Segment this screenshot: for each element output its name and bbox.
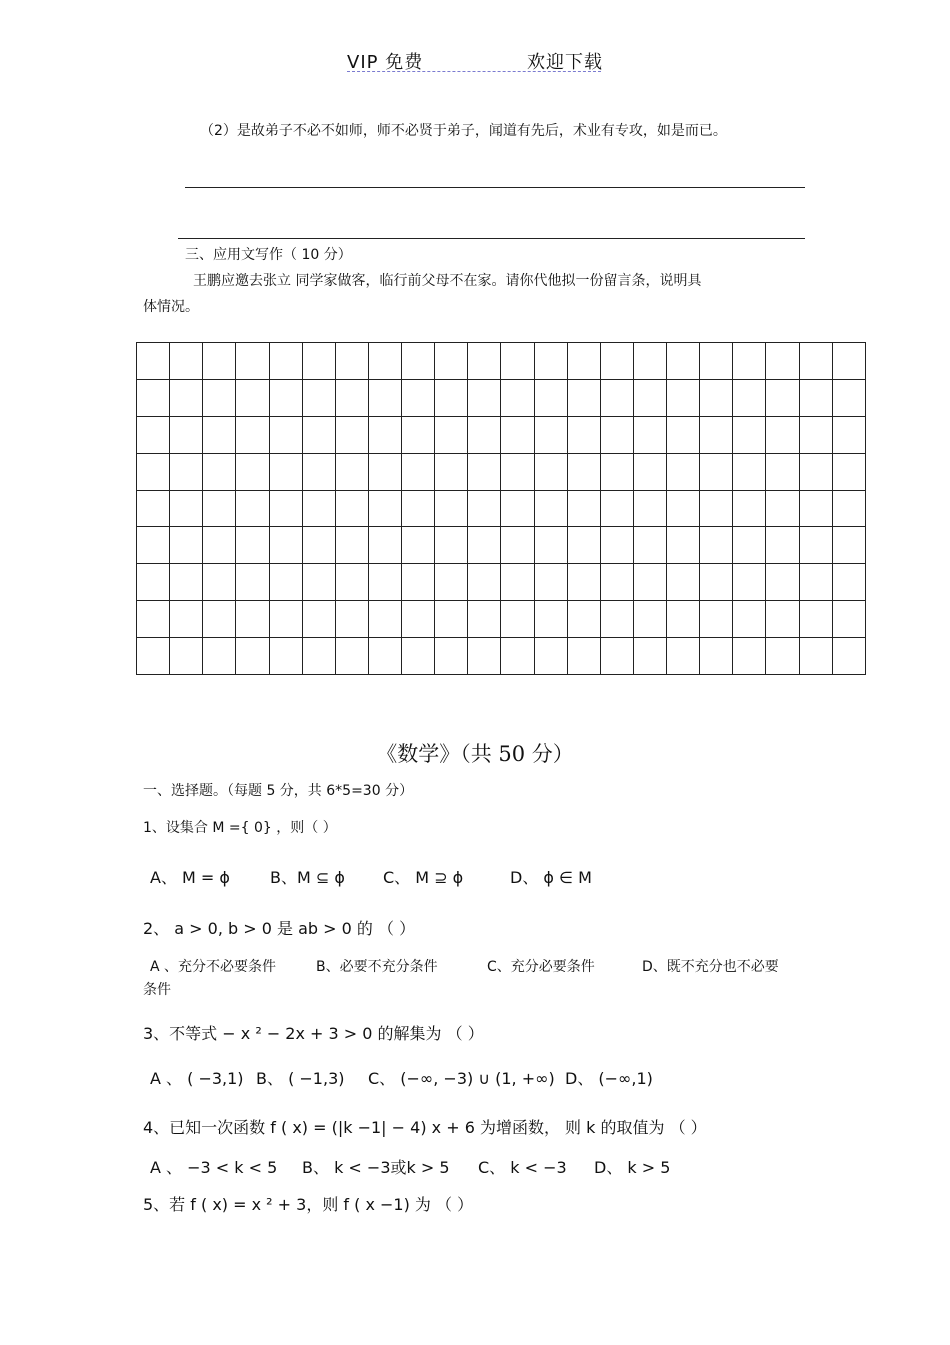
grid-row: [137, 638, 866, 675]
grid-cell[interactable]: [600, 564, 633, 601]
grid-cell[interactable]: [766, 379, 799, 416]
grid-cell[interactable]: [534, 564, 567, 601]
question-2-stem: 2、 a > 0, b > 0 是 ab > 0 的 （ ）: [143, 919, 416, 938]
question-3-option-d: D、 (−∞,1): [565, 1069, 653, 1088]
grid-cell[interactable]: [170, 527, 203, 564]
grid-cell[interactable]: [170, 601, 203, 638]
grid-cell[interactable]: [633, 453, 666, 490]
grid-cell[interactable]: [733, 527, 766, 564]
grid-cell[interactable]: [402, 416, 435, 453]
grid-cell[interactable]: [667, 601, 700, 638]
grid-cell[interactable]: [203, 638, 236, 675]
grid-cell[interactable]: [766, 416, 799, 453]
grid-cell[interactable]: [302, 601, 335, 638]
question-3-option-b: B、 ( −1,3): [256, 1069, 345, 1088]
grid-cell[interactable]: [468, 343, 501, 380]
question-3-option-c: C、 (−∞, −3) ∪ (1, +∞): [368, 1069, 555, 1088]
grid-cell[interactable]: [567, 343, 600, 380]
grid-cell[interactable]: [567, 490, 600, 527]
grid-cell[interactable]: [501, 453, 534, 490]
grid-cell[interactable]: [733, 490, 766, 527]
grid-cell[interactable]: [435, 638, 468, 675]
grid-cell[interactable]: [766, 601, 799, 638]
grid-cell[interactable]: [368, 601, 401, 638]
question-1-option-b: B、M ⊆ ϕ: [270, 868, 345, 887]
grid-cell[interactable]: [832, 379, 865, 416]
grid-cell[interactable]: [302, 638, 335, 675]
grid-cell[interactable]: [302, 490, 335, 527]
grid-cell[interactable]: [236, 601, 269, 638]
section3-prompt-line2: 体情况。: [143, 299, 199, 315]
grid-cell[interactable]: [269, 416, 302, 453]
grid-cell[interactable]: [170, 453, 203, 490]
grid-cell[interactable]: [236, 490, 269, 527]
grid-cell[interactable]: [137, 416, 170, 453]
grid-row: [137, 453, 866, 490]
question-4-option-c: C、 k < −3: [478, 1158, 567, 1177]
question-3-option-a: A 、 ( −3,1): [150, 1069, 244, 1088]
grid-cell[interactable]: [832, 343, 865, 380]
grid-cell[interactable]: [700, 343, 733, 380]
grid-cell[interactable]: [368, 564, 401, 601]
grid-cell[interactable]: [236, 564, 269, 601]
grid-cell[interactable]: [567, 379, 600, 416]
grid-cell[interactable]: [501, 527, 534, 564]
grid-cell[interactable]: [402, 601, 435, 638]
grid-cell[interactable]: [269, 527, 302, 564]
grid-cell[interactable]: [832, 564, 865, 601]
grid-cell[interactable]: [832, 490, 865, 527]
question-3-stem: 3、不等式 − x ² − 2x + 3 > 0 的解集为 （ ）: [143, 1024, 484, 1043]
grid-cell[interactable]: [733, 416, 766, 453]
grid-cell[interactable]: [368, 343, 401, 380]
grid-cell[interactable]: [203, 343, 236, 380]
grid-cell[interactable]: [733, 453, 766, 490]
grid-cell[interactable]: [799, 453, 832, 490]
grid-cell[interactable]: [236, 527, 269, 564]
grid-cell[interactable]: [203, 527, 236, 564]
grid-cell[interactable]: [501, 601, 534, 638]
grid-cell[interactable]: [236, 638, 269, 675]
question-2-option-a: A 、充分不必要条件: [150, 959, 277, 975]
grid-cell[interactable]: [700, 638, 733, 675]
grid-cell[interactable]: [203, 453, 236, 490]
grid-cell[interactable]: [402, 527, 435, 564]
grid-cell[interactable]: [534, 490, 567, 527]
grid-row: [137, 416, 866, 453]
grid-cell[interactable]: [302, 343, 335, 380]
grid-cell[interactable]: [435, 490, 468, 527]
grid-cell[interactable]: [534, 416, 567, 453]
question-4-option-b: B、 k < −3或k > 5: [302, 1158, 450, 1177]
grid-cell[interactable]: [667, 453, 700, 490]
grid-row: [137, 490, 866, 527]
grid-cell[interactable]: [402, 638, 435, 675]
grid-cell[interactable]: [435, 379, 468, 416]
grid-cell[interactable]: [335, 601, 368, 638]
grid-cell[interactable]: [269, 638, 302, 675]
grid-cell[interactable]: [170, 564, 203, 601]
grid-cell[interactable]: [667, 564, 700, 601]
grid-cell[interactable]: [700, 490, 733, 527]
grid-cell[interactable]: [633, 638, 666, 675]
translation-item-2: （2）是故弟子不必不如师，师不必贤于弟子，闻道有先后，术业有专攻，如是而已。: [200, 123, 727, 139]
question-2-option-d-cont: 条件: [143, 982, 171, 998]
grid-cell[interactable]: [799, 527, 832, 564]
grid-cell[interactable]: [170, 490, 203, 527]
grid-cell[interactable]: [435, 416, 468, 453]
grid-cell[interactable]: [368, 638, 401, 675]
grid-cell[interactable]: [368, 527, 401, 564]
answer-line-1: [185, 187, 805, 188]
grid-cell[interactable]: [567, 564, 600, 601]
grid-cell[interactable]: [501, 379, 534, 416]
grid-cell[interactable]: [402, 343, 435, 380]
grid-cell[interactable]: [633, 564, 666, 601]
grid-cell[interactable]: [633, 379, 666, 416]
grid-cell[interactable]: [567, 527, 600, 564]
grid-cell[interactable]: [766, 564, 799, 601]
grid-cell[interactable]: [733, 379, 766, 416]
grid-row: [137, 601, 866, 638]
grid-cell[interactable]: [567, 638, 600, 675]
grid-cell[interactable]: [600, 527, 633, 564]
grid-cell[interactable]: [137, 601, 170, 638]
grid-cell[interactable]: [269, 490, 302, 527]
grid-cell[interactable]: [832, 527, 865, 564]
grid-cell[interactable]: [667, 527, 700, 564]
grid-cell[interactable]: [534, 638, 567, 675]
grid-row: [137, 527, 866, 564]
grid-cell[interactable]: [633, 527, 666, 564]
grid-cell[interactable]: [269, 453, 302, 490]
grid-cell[interactable]: [302, 453, 335, 490]
grid-cell[interactable]: [137, 527, 170, 564]
grid-cell[interactable]: [667, 490, 700, 527]
grid-cell[interactable]: [203, 564, 236, 601]
grid-cell[interactable]: [667, 343, 700, 380]
grid-cell[interactable]: [137, 490, 170, 527]
grid-cell[interactable]: [766, 490, 799, 527]
grid-row: [137, 564, 866, 601]
grid-cell[interactable]: [137, 379, 170, 416]
grid-cell[interactable]: [468, 379, 501, 416]
grid-cell[interactable]: [203, 379, 236, 416]
question-2-option-d: D、既不充分也不必要: [642, 959, 779, 975]
grid-cell[interactable]: [600, 638, 633, 675]
grid-cell[interactable]: [832, 453, 865, 490]
grid-cell[interactable]: [137, 453, 170, 490]
grid-cell[interactable]: [600, 490, 633, 527]
grid-cell[interactable]: [302, 416, 335, 453]
grid-cell[interactable]: [799, 490, 832, 527]
section3-prompt-line1: 王鹏应邀去张立 同学家做客，临行前父母不在家。请你代他拟一份留言条，说明具: [193, 273, 702, 289]
grid-cell[interactable]: [700, 564, 733, 601]
question-1-option-c: C、 M ⊇ ϕ: [383, 868, 464, 887]
grid-cell[interactable]: [501, 416, 534, 453]
grid-cell[interactable]: [368, 453, 401, 490]
grid-cell[interactable]: [700, 453, 733, 490]
grid-cell[interactable]: [468, 453, 501, 490]
grid-cell[interactable]: [600, 416, 633, 453]
grid-cell[interactable]: [600, 601, 633, 638]
math-section1-heading: 一、选择题。（每题 5 分，共 6*5=30 分）: [143, 783, 414, 799]
grid-cell[interactable]: [203, 490, 236, 527]
grid-cell[interactable]: [799, 601, 832, 638]
grid-cell[interactable]: [468, 601, 501, 638]
grid-cell[interactable]: [468, 416, 501, 453]
grid-cell[interactable]: [203, 601, 236, 638]
grid-cell[interactable]: [567, 601, 600, 638]
grid-cell[interactable]: [832, 638, 865, 675]
grid-cell[interactable]: [733, 564, 766, 601]
grid-cell[interactable]: [799, 416, 832, 453]
grid-cell[interactable]: [203, 416, 236, 453]
grid-cell[interactable]: [667, 379, 700, 416]
grid-cell[interactable]: [435, 564, 468, 601]
grid-cell[interactable]: [170, 638, 203, 675]
question-1-stem: 1、设集合 M ={ 0} ，则（ ）: [143, 820, 337, 836]
grid-cell[interactable]: [567, 416, 600, 453]
grid-cell[interactable]: [468, 490, 501, 527]
grid-cell[interactable]: [368, 490, 401, 527]
grid-cell[interactable]: [236, 343, 269, 380]
grid-cell[interactable]: [335, 564, 368, 601]
math-title: 《数学》（共 50 分）: [376, 742, 574, 766]
grid-cell[interactable]: [335, 638, 368, 675]
grid-cell[interactable]: [700, 416, 733, 453]
grid-cell[interactable]: [269, 343, 302, 380]
grid-cell[interactable]: [567, 453, 600, 490]
grid-cell[interactable]: [667, 638, 700, 675]
grid-cell[interactable]: [501, 638, 534, 675]
grid-cell[interactable]: [799, 343, 832, 380]
grid-cell[interactable]: [468, 564, 501, 601]
grid-cell[interactable]: [302, 379, 335, 416]
grid-cell[interactable]: [799, 638, 832, 675]
grid-cell[interactable]: [799, 379, 832, 416]
grid-cell[interactable]: [766, 453, 799, 490]
grid-cell[interactable]: [600, 343, 633, 380]
section3-heading: 三、应用文写作（ 10 分）: [185, 247, 352, 263]
grid-cell[interactable]: [269, 379, 302, 416]
header-vip-free: VIP 免费: [347, 52, 424, 73]
grid-cell[interactable]: [633, 490, 666, 527]
question-2-option-c: C、充分必要条件: [487, 959, 595, 975]
grid-cell[interactable]: [700, 527, 733, 564]
grid-cell[interactable]: [534, 453, 567, 490]
grid-cell[interactable]: [435, 453, 468, 490]
grid-cell[interactable]: [137, 638, 170, 675]
question-5-stem: 5、若 f ( x) = x ² + 3，则 f ( x −1) 为 （ ）: [143, 1195, 474, 1214]
grid-cell[interactable]: [700, 379, 733, 416]
grid-cell[interactable]: [733, 638, 766, 675]
header-dashed-link-underline: [347, 71, 601, 72]
grid-cell[interactable]: [501, 564, 534, 601]
grid-cell[interactable]: [832, 601, 865, 638]
grid-cell[interactable]: [302, 564, 335, 601]
grid-cell[interactable]: [402, 490, 435, 527]
grid-cell[interactable]: [170, 379, 203, 416]
grid-cell[interactable]: [633, 416, 666, 453]
question-2-option-b: B、必要不充分条件: [316, 959, 438, 975]
grid-cell[interactable]: [236, 416, 269, 453]
grid-cell[interactable]: [799, 564, 832, 601]
grid-cell[interactable]: [733, 343, 766, 380]
grid-cell[interactable]: [501, 343, 534, 380]
grid-cell[interactable]: [633, 601, 666, 638]
grid-cell[interactable]: [269, 564, 302, 601]
grid-cell[interactable]: [435, 343, 468, 380]
writing-grid: [136, 342, 866, 675]
grid-cell[interactable]: [335, 379, 368, 416]
question-1-option-d: D、 ϕ ∈ M: [510, 868, 592, 887]
grid-cell[interactable]: [435, 527, 468, 564]
grid-cell[interactable]: [435, 601, 468, 638]
grid-cell[interactable]: [766, 527, 799, 564]
question-4-option-d: D、 k > 5: [594, 1158, 671, 1177]
grid-cell[interactable]: [335, 343, 368, 380]
grid-cell[interactable]: [534, 379, 567, 416]
grid-cell[interactable]: [368, 416, 401, 453]
grid-cell[interactable]: [137, 343, 170, 380]
grid-row: [137, 343, 866, 380]
grid-cell[interactable]: [170, 343, 203, 380]
grid-cell[interactable]: [633, 343, 666, 380]
grid-cell[interactable]: [600, 453, 633, 490]
grid-cell[interactable]: [534, 343, 567, 380]
grid-cell[interactable]: [501, 490, 534, 527]
grid-cell[interactable]: [335, 527, 368, 564]
grid-cell[interactable]: [832, 416, 865, 453]
question-4-stem: 4、已知一次函数 f ( x) = (|k −1| − 4) x + 6 为增函数， 则 k 的取值为 （ ）: [143, 1118, 707, 1137]
grid-cell[interactable]: [402, 379, 435, 416]
grid-cell[interactable]: [335, 416, 368, 453]
grid-cell[interactable]: [335, 490, 368, 527]
question-1-option-a: A、 M = ϕ: [150, 868, 230, 887]
grid-row: [137, 379, 866, 416]
grid-cell[interactable]: [236, 453, 269, 490]
grid-cell[interactable]: [700, 601, 733, 638]
grid-cell[interactable]: [269, 601, 302, 638]
grid-cell[interactable]: [534, 601, 567, 638]
grid-cell[interactable]: [335, 453, 368, 490]
grid-cell[interactable]: [667, 416, 700, 453]
grid-cell[interactable]: [534, 527, 567, 564]
grid-cell[interactable]: [368, 379, 401, 416]
answer-line-2: [178, 238, 805, 239]
grid-cell[interactable]: [733, 601, 766, 638]
question-4-option-a: A 、 −3 < k < 5: [150, 1158, 278, 1177]
grid-cell[interactable]: [766, 638, 799, 675]
grid-cell[interactable]: [137, 564, 170, 601]
grid-cell[interactable]: [402, 453, 435, 490]
grid-cell[interactable]: [766, 343, 799, 380]
grid-cell[interactable]: [468, 638, 501, 675]
grid-cell[interactable]: [600, 379, 633, 416]
grid-cell[interactable]: [468, 527, 501, 564]
grid-cell[interactable]: [170, 416, 203, 453]
header-welcome-download: 欢迎下载: [527, 52, 603, 73]
grid-cell[interactable]: [402, 564, 435, 601]
grid-cell[interactable]: [236, 379, 269, 416]
grid-cell[interactable]: [302, 527, 335, 564]
